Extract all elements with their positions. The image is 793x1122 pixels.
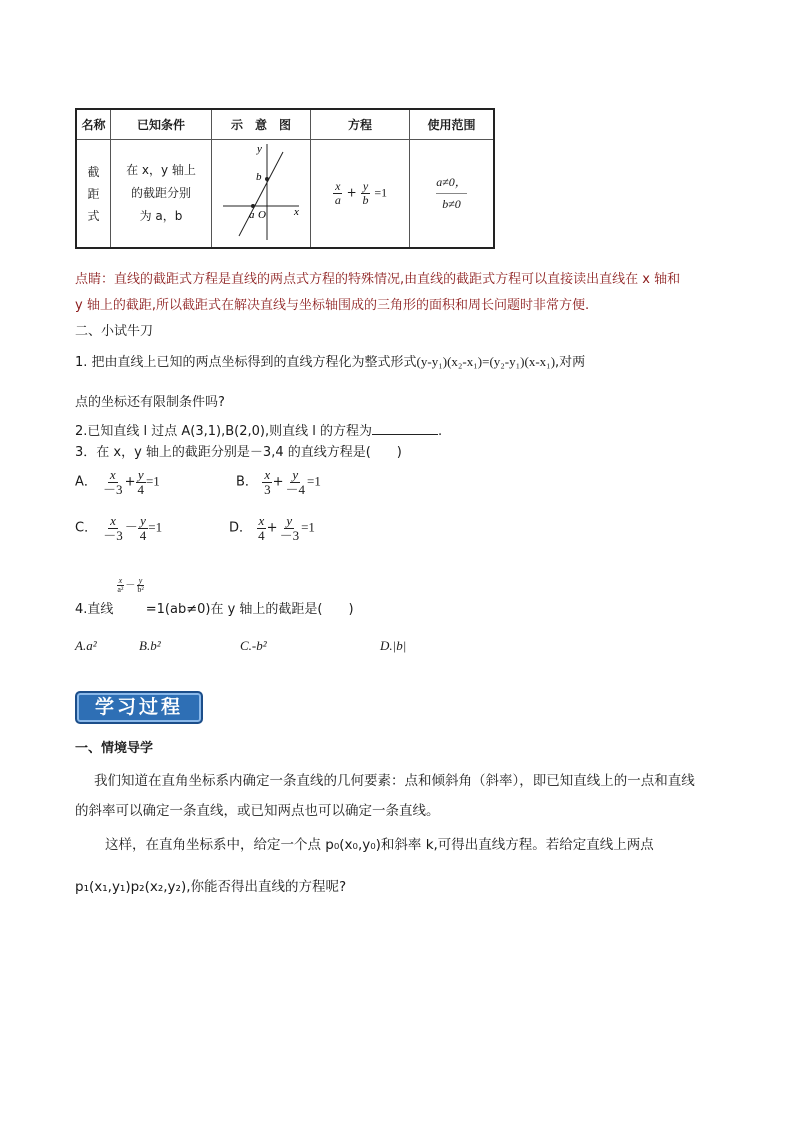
q4-option-a: A.a²	[75, 638, 97, 653]
eq-rhs: =1	[374, 186, 388, 200]
header-equation: 方程	[311, 109, 410, 140]
name-char: 距	[87, 186, 100, 201]
q3-option-d: D． $\frac{x}{4}$ + $\frac{y}{-3}$ =1	[229, 513, 315, 543]
question-4	[75, 576, 354, 616]
section-heading-situation: 一、情境导学	[75, 741, 154, 756]
paragraph-1-line-1: 我们知道在直角坐标系内确定一条直线的几何要素：点和倾斜角（斜率），即已知直线上的一点和直线	[94, 773, 695, 789]
condition-line: 为 a，b	[139, 209, 183, 223]
intercept-diagram	[213, 140, 309, 244]
q1-formula: (y-y₁)(x₂-x₁)=(y₂-y₁)(x-x₁)	[416, 354, 556, 369]
y-intercept-point	[265, 177, 269, 181]
q3-option-a: A． $\frac{x}{-3}$ + $\frac{y}{4}$ =1	[75, 467, 160, 497]
note-line-1: 点睛：直线的截距式方程是直线的两点式方程的特殊情况,由直线的截距式方程可以直接读出直线在 x 轴和	[75, 272, 681, 287]
range-cell	[410, 140, 495, 249]
diagram-cell	[212, 140, 311, 249]
y-axis-label: y	[257, 143, 262, 155]
header-diagram: 示 意 图	[212, 109, 311, 140]
q4-suffix: =1(ab≠0)在 y 轴上的截距是( )	[145, 602, 354, 617]
x-axis-label: x	[294, 206, 299, 218]
q4-prefix: 4.直线	[75, 602, 114, 617]
section-heading-practice: 二、小试牛刀	[75, 324, 154, 339]
q2-answer-blank	[372, 422, 438, 435]
q4-small-equation: $\frac{x}{\text{a²}}$ － $\frac{y}{\text{b²}}$	[117, 575, 144, 594]
q2-end: .	[438, 424, 443, 439]
paragraph-2-line-1: 这样，在直角坐标系中，给定一个点 p₀(x₀,y₀)和斜率 k,可得出直线方程。若给定直线上两点	[105, 837, 654, 853]
q3-option-c: C． $\frac{x}{-3}$ － $\frac{y}{4}$ =1	[75, 513, 163, 543]
name-char: 截	[87, 164, 100, 179]
range-a: a≠0，	[436, 172, 467, 194]
name-char: 式	[87, 208, 100, 223]
condition-line: 在 x，y 轴上	[126, 163, 196, 177]
q4-option-c: C.-b²	[240, 638, 267, 653]
paragraph-1-line-2: 的斜率可以确定一条直线，或已知两点也可以确定一条直线。	[75, 803, 440, 819]
origin-label: O	[258, 209, 266, 221]
q2-text: 2.已知直线 l 过点 A(3,1),B(2,0),则直线 l 的方程为	[75, 424, 373, 439]
question-3-stem: 3．在 x，y 轴上的截距分别是－3,4 的直线方程是( )	[75, 445, 402, 460]
q4-option-d: D.|b|	[380, 638, 407, 653]
eq-frac-x: $\frac{x}{a}$	[334, 179, 341, 207]
eq-frac-y: $\frac{y}{b}$	[362, 179, 369, 207]
a-label: a	[249, 209, 255, 221]
intercept-form-table	[75, 108, 495, 249]
condition-cell	[111, 140, 212, 249]
name-cell	[76, 140, 111, 249]
header-name: 名称	[76, 109, 111, 140]
q4-option-b: B.b²	[139, 638, 161, 653]
q1-text: 1. 把由直线上已知的两点坐标得到的直线方程化为整式形式	[75, 355, 417, 370]
question-1	[75, 351, 585, 370]
intercept-line	[239, 152, 283, 236]
question-2	[75, 420, 442, 439]
question-1-line-2: 点的坐标还有限制条件吗?	[75, 395, 225, 410]
eq-plus: +	[346, 186, 357, 200]
q3-option-b: B． $\frac{x}{3}$ + $\frac{y}{-4}$ =1	[236, 467, 321, 497]
paragraph-2-line-2: p₁(x₁,y₁)p₂(x₂,y₂),你能否得出直线的方程呢?	[75, 879, 347, 895]
condition-line: 的截距分别	[130, 186, 191, 200]
b-label: b	[256, 171, 262, 183]
equation-cell	[311, 140, 410, 249]
section-badge-learning-process: 学习过程	[75, 691, 203, 724]
x-intercept-point	[251, 204, 255, 208]
range-b: b≠0	[442, 197, 461, 211]
note-line-2: y 轴上的截距,所以截距式在解决直线与坐标轴围成的三角形的面积和周长问题时非常方便.	[75, 298, 590, 313]
header-condition: 已知条件	[111, 109, 212, 140]
q1-suffix: ,对两	[555, 355, 586, 370]
header-range: 使用范围	[410, 109, 495, 140]
